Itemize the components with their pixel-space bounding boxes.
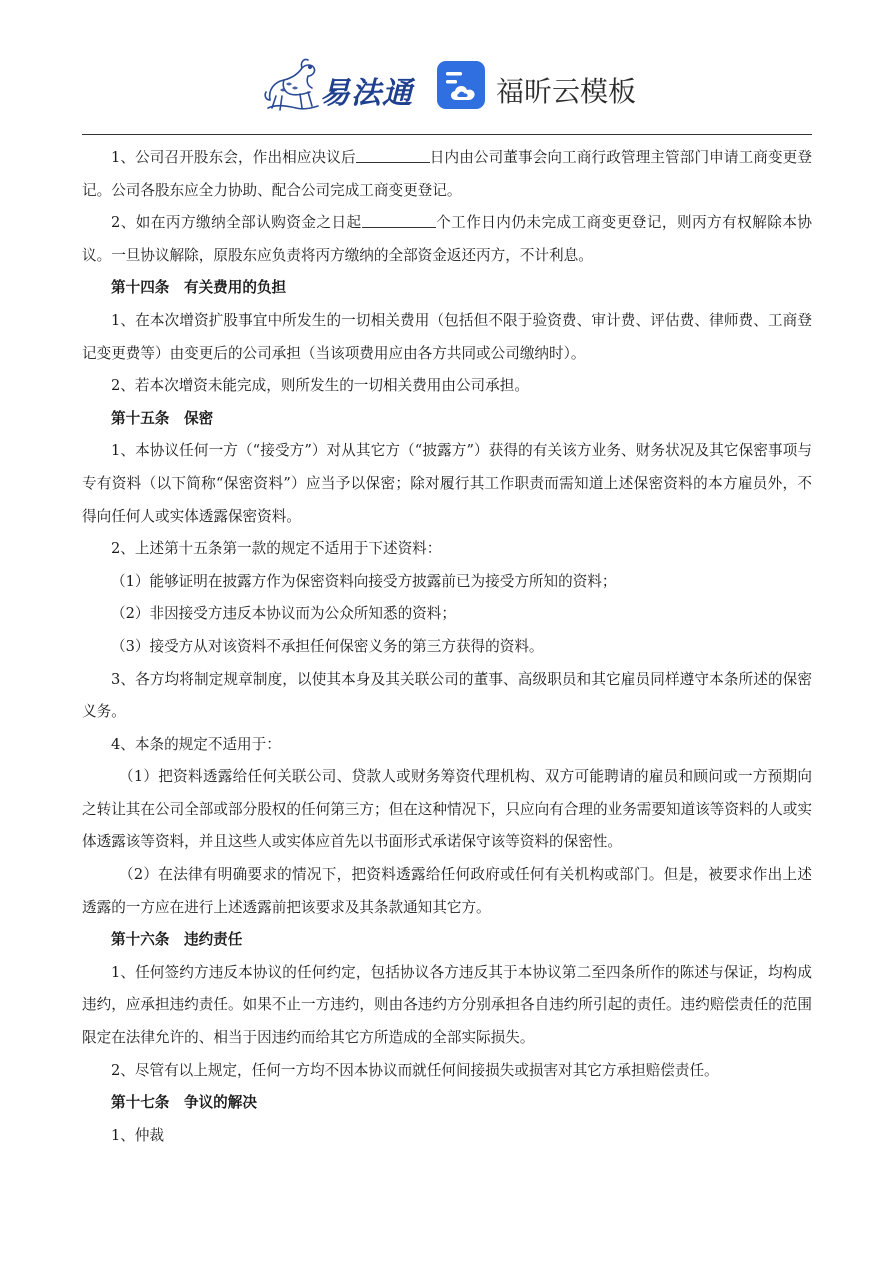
cloud-document-icon <box>436 60 486 110</box>
article-15-heading: 第十五条 保密 <box>111 409 214 427</box>
article-15-paragraph-1: 1、本协议任何一方（“接受方”）对从其它方（“披露方”）获得的有关该方业务、财务状况及其它保密事项与专有资料（以下简称“保密资料”）应当予以保密；除对履行其工作职责而需知道上述保密资料的本方雇员外，不得向任何人或实体透露保密资料。 <box>82 442 812 525</box>
document-body <box>82 142 812 1152</box>
article-16-paragraph-1: 1、任何签约方违反本协议的任何约定，包括协议各方违反其于本协议第二至四条所作的陈述与保证，均构成违约，应承担违约责任。如果不止一方违约，则由各违约方分别承担各自违约所引起的责任。违约赔偿责任的范围限定在法律允许的、相当于因违约而给其它方所造成的全部实际损失。 <box>82 963 812 1047</box>
article-15-item-3: （3）接受方从对该资料不承担任何保密义务的第三方获得的资料。 <box>111 637 544 655</box>
qilin-emblem-icon <box>262 56 322 118</box>
clause-13-paragraph-1 <box>82 142 812 207</box>
fill-in-blank <box>356 148 430 163</box>
page-header <box>0 56 893 122</box>
article-15-item-2: （2）非因接受方违反本协议而为公众所知悉的资料； <box>111 605 456 623</box>
clause-text: 1、公司召开股东会，作出相应决议后 <box>111 149 356 166</box>
article-17-heading: 第十七条 争议的解决 <box>111 1094 257 1112</box>
yifatong-logo <box>262 56 422 118</box>
article-15-exception-1: （1）把资料透露给任何关联公司、贷款人或财务筹资代理机构、双方可能聘请的雇员和顾问或一方预期向之转让其在公司全部或部分股权的任何第三方；但在这种情况下，只应向有合理的业务需要知道该等资料的人或实体透露该等资料，并且这些人或实体应首先以书面形式承诺保守该等资料的保密性。 <box>82 768 812 851</box>
article-16-paragraph-2: 2、尽管有以上规定，任何一方均不因本协议而就任何间接损失或损害对其它方承担赔偿责任。 <box>111 1061 719 1079</box>
article-14-paragraph-1: 1、在本次增资扩股事宜中所发生的一切相关费用（包括但不限于验资费、审计费、评估费、律师费、工商登记变更费等）由变更后的公司承担（当该项费用应由各方共同或公司缴纳时）。 <box>82 311 812 362</box>
clause-13-paragraph-2 <box>82 207 812 272</box>
header-divider <box>82 134 812 135</box>
foxit-cloud-template-logo <box>436 60 646 116</box>
article-14-paragraph-2: 2、若本次增资未能完成，则所发生的一切相关费用由公司承担。 <box>111 377 529 395</box>
clause-text: 日内由公司董事会向工商行政管理主管部门申请工商变更登记。公司各股东应全力协助、配合公司完成工商变更登记。 <box>82 149 812 199</box>
article-15-item-1: （1）能够证明在披露方作为保密资料向接受方披露前已为接受方所知的资料； <box>111 572 617 590</box>
clause-text: 2、如在丙方缴纳全部认购资金之日起 <box>111 214 362 232</box>
clause-text: 个工作日内仍未完成工商变更登记，则丙方有权解除本协议。一旦协议解除，原股东应负责将丙方缴纳的全部资金返还丙方，不计利息。 <box>82 214 812 264</box>
article-16-heading: 第十六条 违约责任 <box>111 931 243 949</box>
article-15-paragraph-2: 2、上述第十五条第一款的规定不适用于下述资料： <box>111 540 442 558</box>
article-17-paragraph-1: 1、仲裁 <box>111 1126 165 1144</box>
fill-in-blank <box>362 213 436 228</box>
article-14-heading: 第十四条 有关费用的负担 <box>111 279 287 297</box>
foxit-cloud-template-text: 福昕云模板 <box>496 75 637 108</box>
yifatong-logo-text: 易法通 <box>320 76 413 111</box>
article-15-paragraph-3: 3、各方均将制定规章制度，以使其本身及其关联公司的董事、高级职员和其它雇员同样遵守本条所述的保密义务。 <box>82 670 812 721</box>
article-15-paragraph-4: 4、本条的规定不适用于： <box>111 735 281 753</box>
article-15-exception-2: （2）在法律有明确要求的情况下，把资料透露给任何政府或任何有关机构或部门。但是，被要求作出上述透露的一方应在进行上述透露前把该要求及其条款通知其它方。 <box>82 866 812 916</box>
